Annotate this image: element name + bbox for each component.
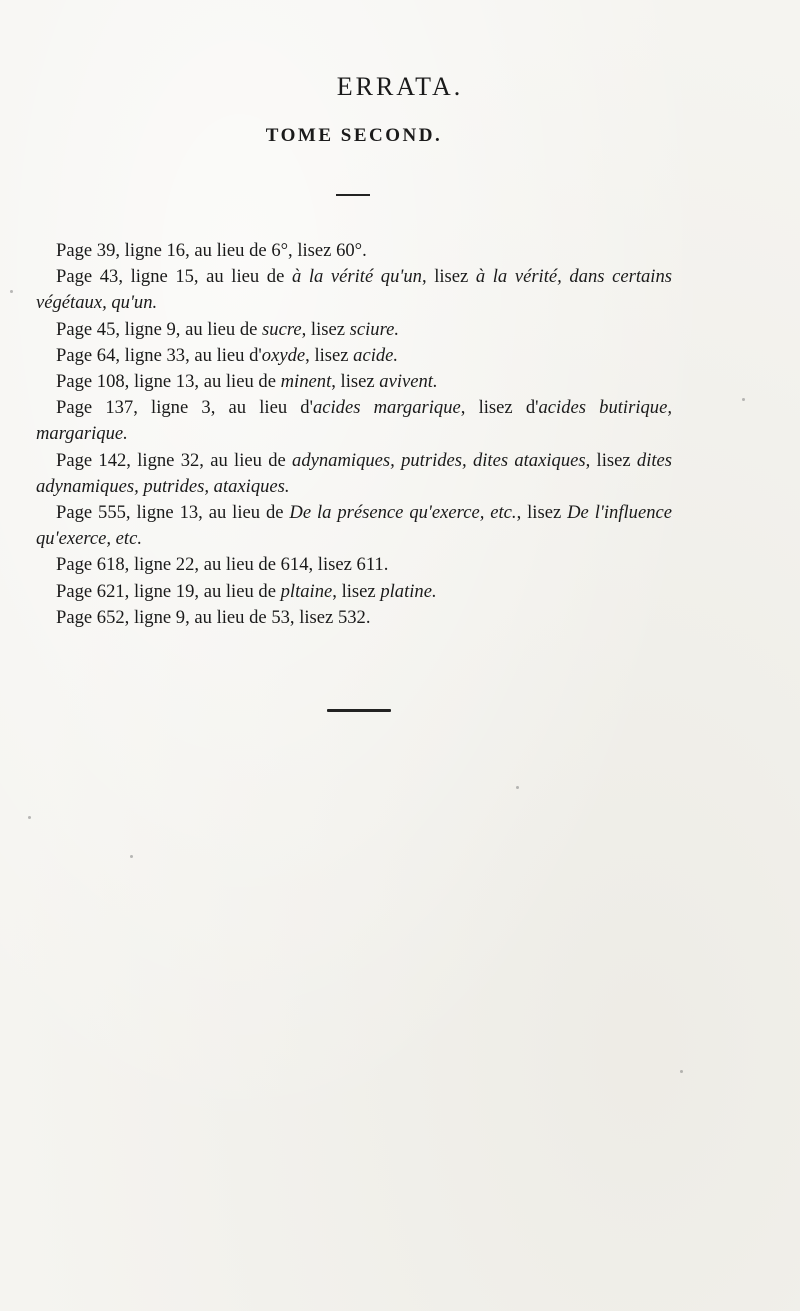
errata-entry — [36, 238, 672, 264]
errata-italic-text: acide. — [353, 344, 399, 366]
errata-text: , lisez — [421, 266, 476, 288]
errata-italic-text: sciure. — [349, 318, 400, 340]
errata-text: , lisez — [516, 502, 568, 524]
errata-text: Page 652, ligne 9, au lieu de 53, lisez 532. — [56, 606, 371, 628]
errata-entry — [36, 317, 672, 343]
errata-text: , lisez — [301, 318, 350, 340]
errata-entry — [36, 605, 672, 631]
volume-subtitle: TOME SECOND. — [265, 125, 443, 146]
errata-entry — [36, 264, 672, 316]
errata-italic-text: acides butirique, margarique. — [36, 397, 672, 445]
paper-speck — [516, 786, 519, 789]
errata-italic-text: sucre — [262, 318, 302, 340]
errata-italic-text: oxyde — [261, 344, 306, 366]
errata-text: Page 45, ligne 9, au lieu de — [56, 318, 263, 340]
errata-text: Page 621, ligne 19, au lieu de — [56, 580, 281, 602]
errata-italic-text: De la présence qu'exerce, etc. — [289, 502, 517, 524]
paper-speck — [10, 290, 13, 293]
header-divider — [336, 194, 370, 196]
errata-italic-text: pltaine — [280, 580, 333, 602]
errata-italic-text: platine. — [380, 580, 437, 602]
errata-italic-text: avivent. — [379, 371, 438, 393]
errata-text: , lisez — [585, 449, 637, 471]
errata-entry — [36, 552, 672, 578]
errata-entry — [36, 369, 672, 395]
errata-text: , lisez — [331, 371, 380, 393]
errata-entry — [36, 579, 672, 605]
errata-entry — [36, 395, 672, 447]
paper-speck — [742, 398, 745, 401]
errata-entry — [36, 500, 672, 552]
errata-list — [36, 238, 672, 631]
end-divider — [327, 709, 391, 712]
errata-italic-text: adynamiques, putrides, dites ataxiques — [292, 449, 586, 471]
errata-text: Page 64, ligne 33, au lieu d' — [56, 344, 262, 366]
paper-speck — [130, 855, 133, 858]
errata-entry — [36, 448, 672, 500]
errata-text: Page 137, ligne 3, au lieu d' — [56, 397, 313, 419]
errata-italic-text: à la vérité qu'un — [291, 266, 422, 288]
errata-text: , lisez d' — [460, 397, 539, 419]
errata-text: Page 555, ligne 13, au lieu de — [56, 502, 290, 524]
errata-text: Page 142, ligne 32, au lieu de — [56, 449, 293, 471]
paper-speck — [680, 1070, 683, 1073]
errata-italic-text: à la vérité, dans certains végétaux, qu'un. — [36, 266, 673, 314]
errata-italic-text: acides margarique — [312, 397, 461, 419]
errata-italic-text: De l'influence qu'exerce, etc. — [36, 502, 672, 550]
errata-text: Page 618, ligne 22, au lieu de 614, lisez 611. — [56, 554, 389, 576]
errata-text: Page 108, ligne 13, au lieu de — [56, 371, 281, 393]
errata-text: , lisez — [332, 580, 381, 602]
page-title: ERRATA. — [336, 72, 464, 101]
errata-text: Page 43, ligne 15, au lieu de — [56, 266, 292, 288]
errata-text: Page 39, ligne 16, au lieu de 6°, lisez 60°. — [56, 240, 367, 261]
paper-speck — [28, 816, 31, 819]
errata-entry — [36, 343, 672, 369]
errata-italic-text: minent — [280, 371, 332, 393]
errata-italic-text: dites adynamiques, putrides, ataxiques. — [36, 449, 673, 497]
errata-text: , lisez — [305, 344, 354, 366]
